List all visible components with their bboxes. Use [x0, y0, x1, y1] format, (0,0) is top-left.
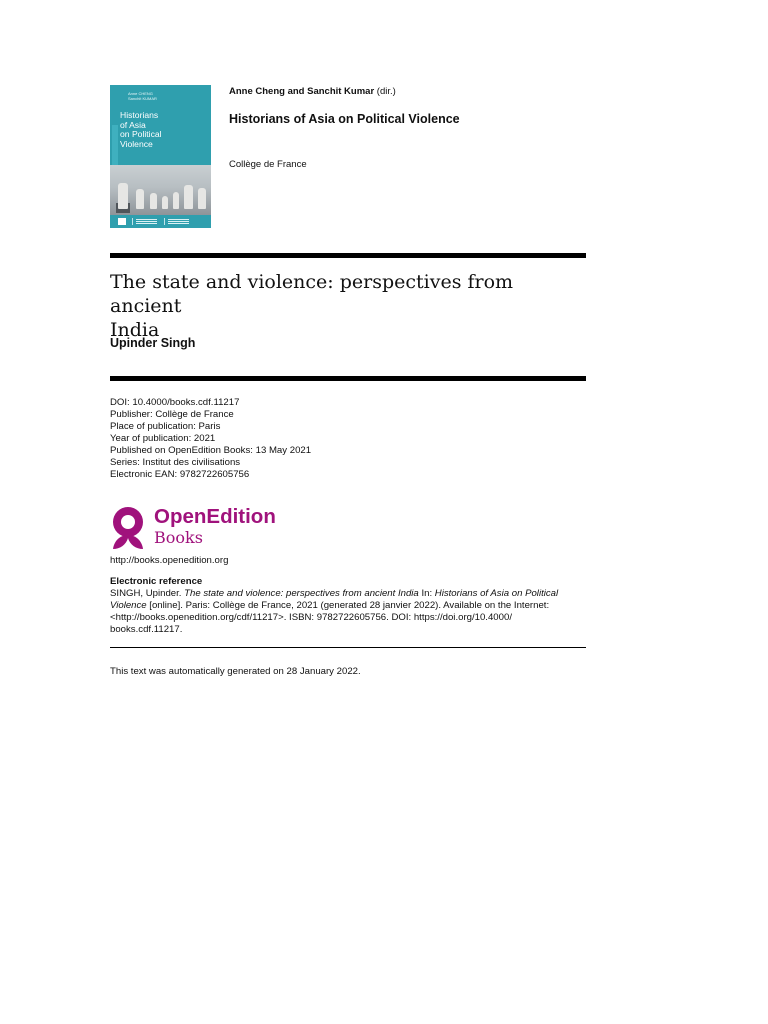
- metadata-ean: Electronic EAN: 9782722605756: [110, 469, 250, 480]
- metadata-doi: DOI: 10.4000/books.cdf.11217: [110, 397, 240, 408]
- book-title: Historians of Asia on Political Violence: [229, 112, 460, 126]
- book-authors-names: Anne Cheng and Sanchit Kumar: [229, 86, 375, 97]
- reference-author: SINGH, Upinder.: [110, 588, 185, 599]
- cover-title-line-3: on Political: [120, 129, 162, 139]
- statue: [118, 183, 128, 209]
- metadata-published-on: Published on OpenEdition Books: 13 May 2021: [110, 445, 312, 456]
- electronic-reference-line-2: [110, 600, 588, 612]
- cover-footer-text: [132, 218, 157, 225]
- divider-middle: [110, 376, 586, 381]
- book-publisher: Collège de France: [229, 159, 307, 170]
- electronic-reference-line-3[interactable]: <http://books.openedition.org/cdf/11217>. ISBN: 9782722605756. DOI: https://doi.org/10.4000/: [110, 612, 512, 623]
- metadata-place: Place of publication: Paris: [110, 421, 221, 432]
- generated-note: This text was automatically generated on 28 January 2022.: [110, 666, 361, 677]
- divider-bottom: [110, 647, 586, 648]
- chapter-title-line-2: India: [110, 319, 160, 341]
- publication-metadata: [110, 397, 311, 481]
- electronic-reference-heading: Electronic reference: [110, 576, 203, 587]
- chapter-title-line-1: The state and violence: perspectives from ancient: [110, 271, 514, 317]
- book-cover: [110, 85, 211, 228]
- electronic-reference-line-4: books.cdf.11217.: [110, 624, 183, 635]
- metadata-series: Series: Institut des civilisations: [110, 457, 241, 468]
- openedition-name: OpenEdition: [154, 505, 276, 528]
- cover-author-2: Sanchit KUMAR: [128, 96, 157, 101]
- reference-publication: [online]. Paris: Collège de France, 2021 (generated 28 janvier 2022). Available on the Internet:: [146, 600, 550, 611]
- cover-photo: [110, 165, 211, 215]
- electronic-reference-body: [110, 588, 588, 636]
- metadata-year: Year of publication: 2021: [110, 433, 216, 444]
- openedition-wordmark: [154, 505, 276, 547]
- book-authors-suffix: (dir.): [376, 86, 396, 97]
- cover-author-1: Anne CHENG: [128, 91, 153, 96]
- cover-side-band: [112, 125, 118, 165]
- divider-top: [110, 253, 586, 258]
- cover-title-line-2: of Asia: [120, 119, 146, 130]
- book-authors: [229, 86, 396, 97]
- openedition-logo: [108, 505, 288, 551]
- reference-in: In:: [418, 588, 435, 599]
- reference-chapter-title: The state and violence: perspectives from ancient India: [184, 588, 419, 599]
- metadata-publisher: Publisher: Collège de France: [110, 409, 234, 420]
- cover-title: [120, 111, 204, 149]
- electronic-reference-line-1: [110, 588, 588, 600]
- reference-book-title: Historians of Asia on Political: [434, 588, 559, 599]
- cover-title-line-4: Violence: [120, 138, 153, 149]
- chapter-author: Upinder Singh: [110, 336, 196, 350]
- statue: [150, 193, 157, 209]
- statue: [184, 185, 193, 209]
- statue: [173, 192, 179, 209]
- cover-authors: [128, 91, 157, 101]
- openedition-books: Books: [154, 528, 203, 547]
- cover-footer-text: [164, 218, 189, 225]
- statue: [136, 189, 144, 209]
- chapter-title: [110, 270, 586, 342]
- cover-title-line-1: Historians: [120, 110, 159, 120]
- reference-book-title-cont: Violence: [110, 600, 147, 611]
- publisher-logo-icon: [118, 218, 126, 225]
- statue: [162, 196, 168, 209]
- statue: [198, 188, 206, 209]
- cover-footer: [110, 215, 211, 228]
- openedition-flower-icon: [108, 505, 150, 551]
- openedition-url[interactable]: http://books.openedition.org: [110, 555, 229, 566]
